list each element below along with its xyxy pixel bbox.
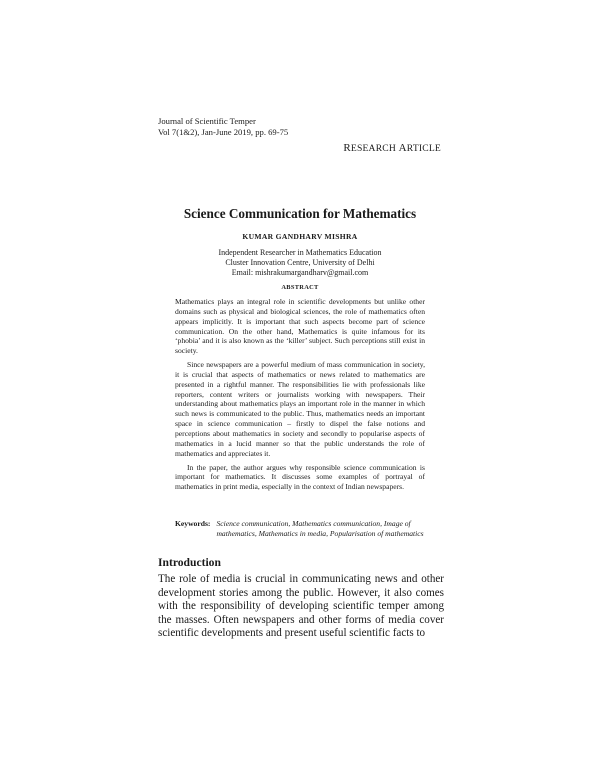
keywords-label: Keywords: [175, 519, 211, 528]
author-affiliation [158, 248, 442, 278]
paper-title: Science Communication for Mathematics [183, 206, 417, 221]
article-type-initial-1: R [343, 142, 351, 154]
author-email: Email: mishrakumargandharv@gmail.com [231, 268, 369, 277]
body-paragraph: The role of media is crucial in communicating news and other development stories among the public. However, it also comes with the responsibility of developing scientific temper among the masses. Often newspapers and other forms of media cover scientific developments and present useful scientific facts to [158, 573, 444, 640]
affiliation-line: Independent Researcher in Mathematics Education [218, 248, 382, 257]
abstract-paragraph: Mathematics plays an integral role in scientific developments but unlike other domains such as physical and biological sciences, the role of mathematics often appears implicitly. It is important that such aspects become part of science communication. On the other hand, Mathematics is quite infamous for its ‘phobia’ and it is also known as the ‘killer’ subject. Such perceptions still exist in society. [175, 297, 425, 356]
abstract-body [175, 297, 425, 496]
volume-info: Vol 7(1&2), Jan-June 2019, pp. 69-75 [158, 127, 289, 137]
affiliation-line: Cluster Innovation Centre, University of Delhi [225, 258, 375, 267]
article-type-label [343, 142, 441, 154]
abstract-paragraph: Since newspapers are a powerful medium of mass communication in society, it is crucial that aspects of mathematics or news related to mathematics are presented in a rightful manner. The responsibilities lie with professionals like reporters, content writers or journalists working with newspapers. Their understanding about mathematics plays an important role in the manner in which such news is communicated to the public. Thus, mathematics needs an important space in science communication – firstly to dispel the false notions and perceptions about mathematics in society and secondly to popularise aspects of mathematics in a lucid manner so that the public understands the role of mathematics and appreciates it. [175, 360, 425, 458]
abstract-heading: ABSTRACT [281, 284, 319, 291]
journal-info [158, 116, 288, 138]
journal-name: Journal of Scientific Temper [158, 116, 256, 126]
article-type-word-2-rest: RTICLE [406, 143, 441, 154]
introduction-body [158, 573, 444, 641]
keywords-text: Science communication, Mathematics communication, Image of mathematics, Mathematics in media, Popularisation of mathematics [216, 519, 424, 538]
introduction-heading: Introduction [158, 556, 221, 569]
keywords [175, 519, 425, 539]
author-name: KUMAR GANDHARV MISHRA [242, 232, 358, 241]
article-type-initial-2: A [398, 142, 407, 154]
abstract-paragraph: In the paper, the author argues why responsible science communication is important for mathematics. It discusses some examples of portrayal of mathematics in print media, especially in the context of Indian newspapers. [175, 462, 425, 492]
article-type-word-1-rest: ESEARCH [350, 143, 397, 154]
